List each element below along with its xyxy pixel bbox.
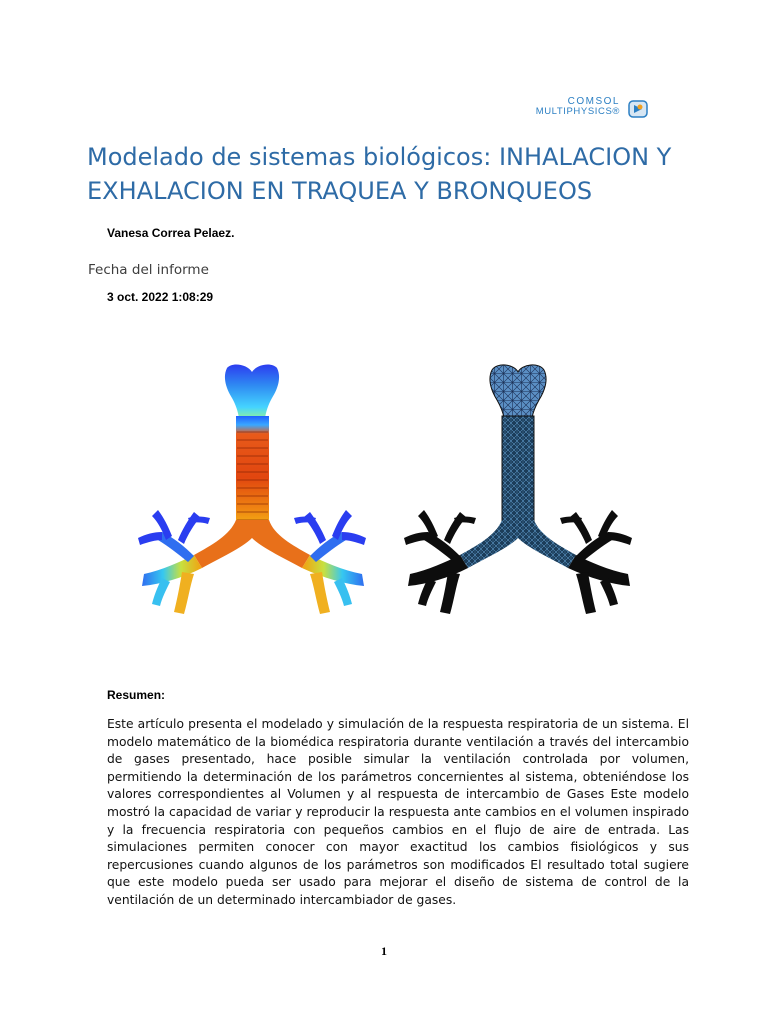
abstract-heading: Resumen: xyxy=(107,688,166,702)
logo-line-1: COMSOL xyxy=(567,96,620,107)
comsol-logo xyxy=(522,95,652,123)
trachea-mesh-figure xyxy=(400,360,635,628)
document-title: Modelado de sistemas biológicos: INHALACION Y EXHALACION EN TRAQUEA Y BRONQUEOS xyxy=(87,143,672,205)
comsol-logo-icon xyxy=(628,99,648,119)
logo-line-2: MULTIPHYSICS® xyxy=(535,106,620,117)
trachea-velocity-figure xyxy=(132,360,372,628)
report-date: 3 oct. 2022 1:08:29 xyxy=(107,290,214,304)
report-date-heading: Fecha del informe xyxy=(88,262,209,278)
abstract-text: Este artículo presenta el modelado y simulación de la respuesta respiratoria de un sistema. El modelo matemático de la biomédica respiratoria durante ventilación a través del intercambio de gases presentado, hace posible simular la ventilación controlada por volumen, permitiendo la determinación de los parámetros concernientes al sistema, obteniéndose los valores correspondientes al Volumen y al respuesta de intercambio de Gases Este modelo mostró la capacidad de variar y reproducir la respuesta ante cambios en el volumen inspirado y la frecuencia respiratoria con pequeños cambios en el flujo de aire de entrada. Las simulaciones permiten conocer con mayor exactitud los cambios fisiológicos y sus repercusiones cuando algunos de los parámetros son modificados El resultado total sugiere que este modelo pueda ser usado para mejorar el diseño de sistema de control de la ventilación de un determinado intercambiador de gases. xyxy=(107,717,689,907)
author-name: Vanesa Correa Pelaez. xyxy=(107,226,235,240)
page-number: 1 xyxy=(381,944,387,958)
